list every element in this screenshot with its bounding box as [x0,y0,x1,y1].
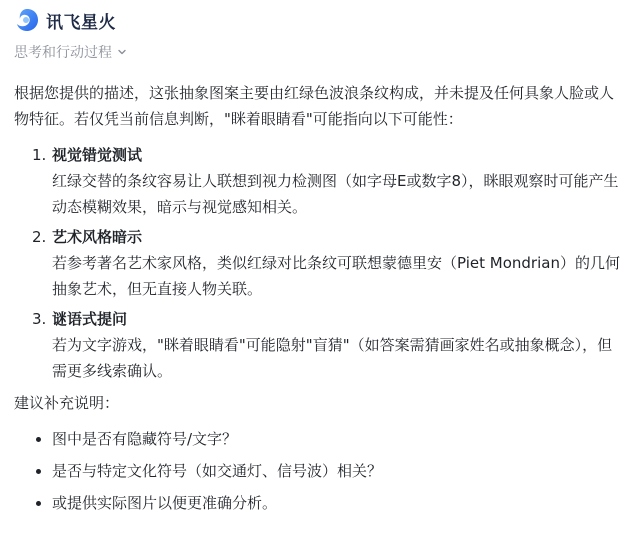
suggestion-heading: 建议补充说明： [14,394,120,412]
bullet-icon [36,469,41,474]
list-item [14,426,626,452]
list-item [14,142,626,220]
answer-content [14,80,626,522]
list-item [14,224,626,302]
answer-intro: 根据您提供的描述，这张抽象图案主要由红绿色波浪条纹构成，并未提及任何具象人脸或人物特征。若仅凭当前信息判断，"眯着眼睛看"可能指向以下可能性： [14,84,615,128]
thinking-process-label: 思考和行动过程 [14,45,112,61]
app-header [14,6,116,34]
point-body: 若为文字游戏，"眯着眼睛看"可能隐射"盲猜"（如答案需猜画家姓名或抽象概念），但需更多线索确认。 [52,336,613,380]
list-item [14,458,626,484]
bullet-icon [36,437,41,442]
list-number: 2. [32,228,47,246]
suggestion-list [14,426,626,516]
list-item [14,306,626,384]
point-title: 谜语式提问 [52,310,128,328]
thinking-process-toggle[interactable] [14,42,127,62]
suggestion-text: 图中是否有隐藏符号/文字？ [52,430,238,448]
list-item [14,490,626,516]
bullet-icon [36,501,41,506]
point-title: 艺术风格暗示 [52,228,143,246]
spark-logo-icon [14,7,40,33]
point-title: 视觉错觉测试 [52,146,143,164]
suggestion-text: 是否与特定文化符号（如交通灯、信号波）相关？ [52,462,383,480]
brand-name: 讯飞星火 [46,12,116,33]
list-number: 3. [32,310,47,328]
suggestion-text: 或提供实际图片以便更准确分析。 [52,494,278,512]
point-body: 红绿交替的条纹容易让人联想到视力检测图（如字母E或数字8），眯眼观察时可能产生动态模糊效果，暗示与视觉感知相关。 [52,172,619,216]
chevron-down-icon [117,47,127,57]
point-body: 若参考著名艺术家风格，类似红绿对比条纹可联想蒙德里安（Piet Mondrian）的几何抽象艺术，但无直接人物关联。 [52,254,620,298]
list-number: 1. [32,146,47,164]
possibility-list [14,142,626,384]
